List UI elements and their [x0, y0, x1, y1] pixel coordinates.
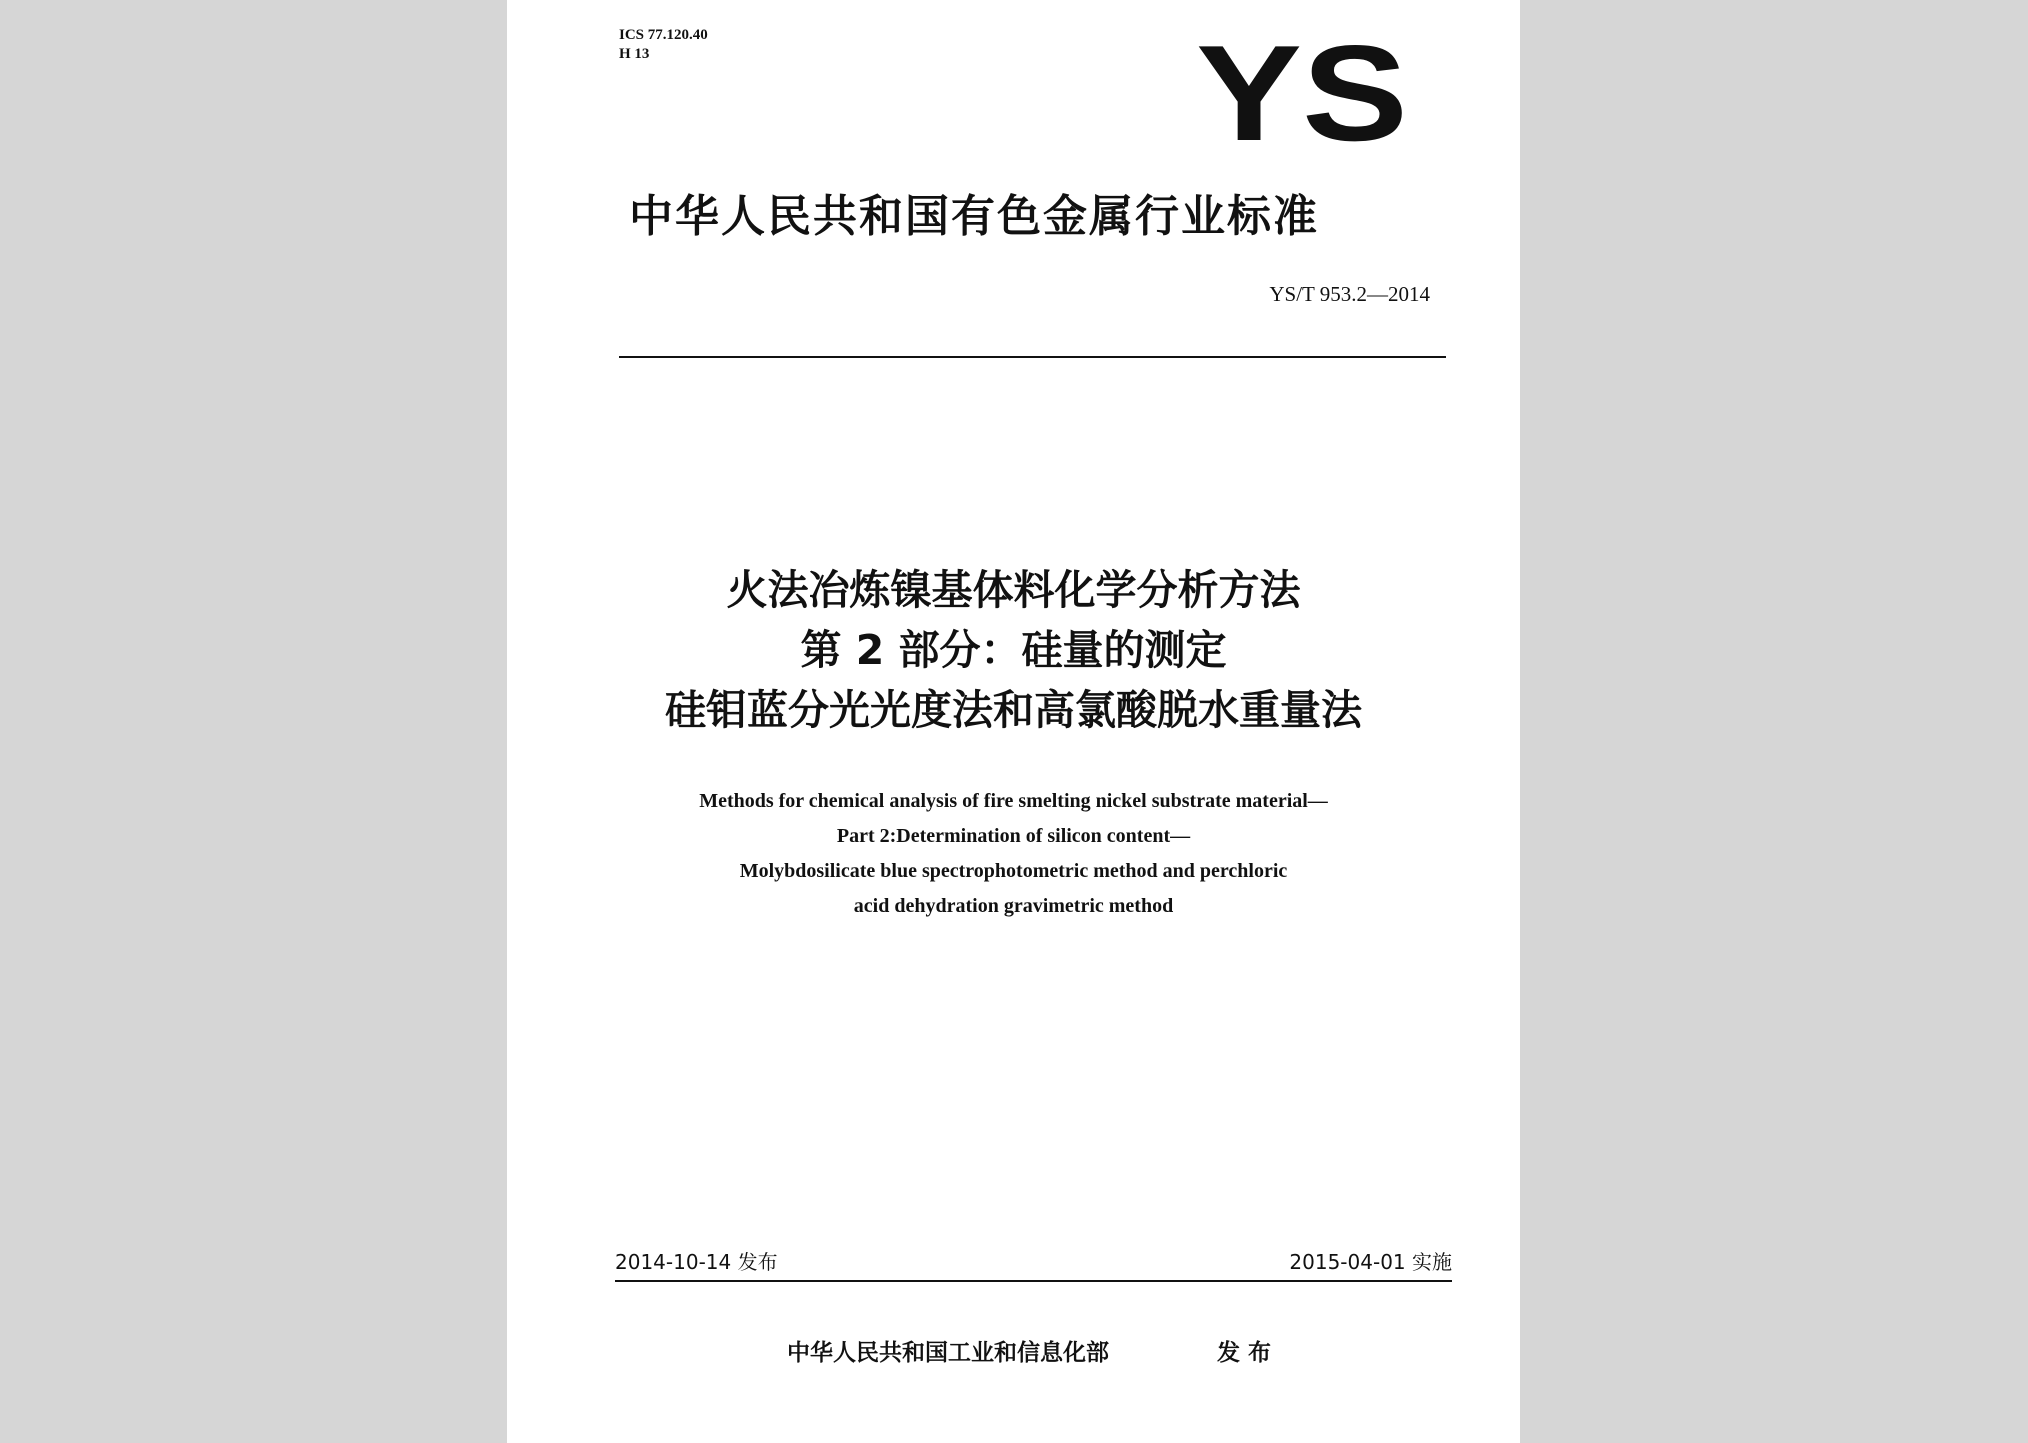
chinese-title — [507, 560, 1520, 740]
bottom-divider — [615, 1280, 1452, 1282]
top-divider — [619, 356, 1446, 358]
ics-code: ICS 77.120.40 — [619, 27, 708, 43]
standard-org-title: 中华人民共和国有色金属行业标准 — [629, 191, 1319, 242]
english-title-line-1: Methods for chemical analysis of fire smelting nickel substrate material— — [699, 790, 1328, 812]
ccs-code: H 13 — [619, 46, 650, 62]
ys-logo-text: YS — [1196, 34, 1408, 146]
english-title-line-4: acid dehydration gravimetric method — [853, 895, 1174, 917]
issue-date: 2014-10-14 发布 — [615, 1250, 778, 1274]
document-page — [507, 0, 1520, 1443]
english-title — [507, 784, 1520, 924]
issuing-authority: 中华人民共和国工业和信息化部 — [787, 1340, 1109, 1366]
chinese-title-line-1: 火法冶炼镍基体料化学分析方法 — [726, 566, 1301, 614]
ys-logo — [1192, 34, 1412, 146]
english-title-line-2: Part 2:Determination of silicon content— — [836, 825, 1191, 847]
classification-codes — [619, 26, 708, 64]
standard-number: YS/T 953.2—2014 — [1269, 282, 1430, 306]
english-title-line-3: Molybdosilicate blue spectrophotometric method and perchloric — [739, 860, 1288, 882]
chinese-title-line-2: 第 2 部分：硅量的测定 — [800, 626, 1227, 674]
implementation-date: 2015-04-01 实施 — [1289, 1250, 1452, 1274]
chinese-title-line-3: 硅钼蓝分光光度法和高氯酸脱水重量法 — [665, 686, 1362, 734]
issuing-action: 发布 — [1217, 1340, 1279, 1366]
